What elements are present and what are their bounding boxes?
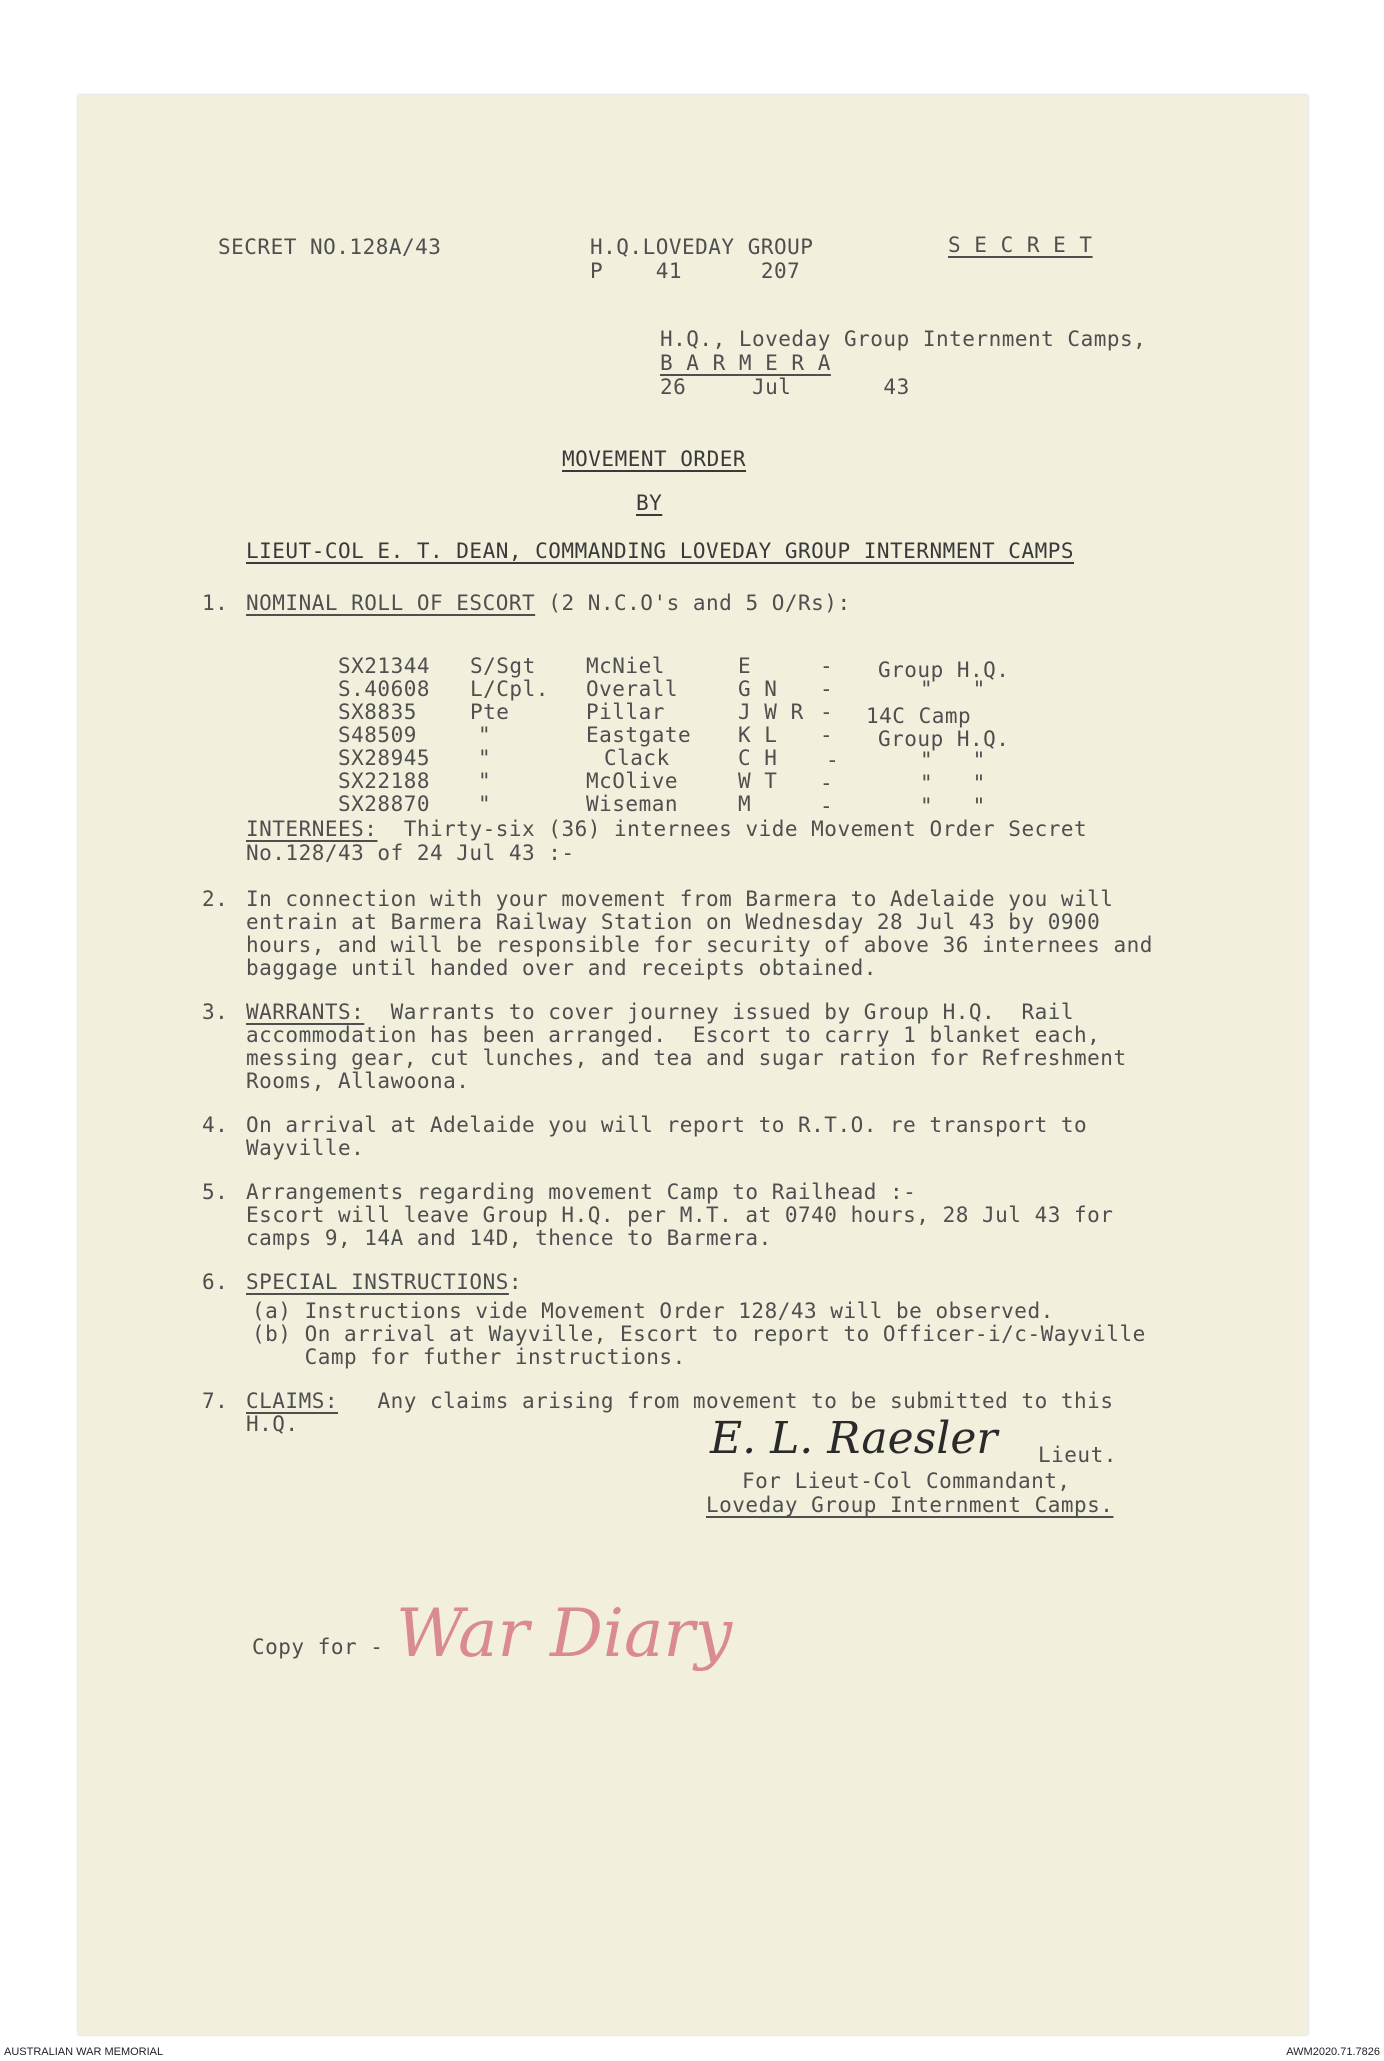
escort-number: S48509 [338, 723, 417, 747]
escort-name: Wiseman [586, 792, 679, 816]
escort-rank: " [478, 746, 492, 770]
warrants-label: WARRANTS: [246, 1000, 365, 1024]
escort-dash: - [826, 748, 840, 772]
escort-unit: " " [920, 794, 986, 818]
title-by: BY [636, 491, 663, 515]
signature: E. L. Raesler [710, 1413, 998, 1464]
section-3-line: accommodation has been arranged. Escort to carry 1 blanket each, [246, 1023, 1101, 1047]
escort-dash: - [820, 654, 834, 678]
section-3-line: Rooms, Allawoona. [246, 1069, 470, 1093]
section-6-line: (a) Instructions vide Movement Order 128/43 will be observed. [252, 1299, 1054, 1323]
escort-name: McNiel [586, 654, 665, 678]
escort-unit: Group H.Q. [878, 727, 1010, 751]
internees-line-2: No.128/43 of 24 Jul 43 :- [246, 841, 575, 865]
section-5-line: Escort will leave Group H.Q. per M.T. at 0740 hours, 28 Jul 43 for [246, 1203, 1114, 1227]
address-line-1: H.Q., Loveday Group Internment Camps, [660, 327, 1147, 351]
section-7-second-line: H.Q. [246, 1412, 299, 1436]
escort-initials: W T [738, 769, 778, 793]
section-2-line: entrain at Barmera Railway Station on Wednesday 28 Jul 43 by 0900 [246, 910, 1101, 934]
escort-initials: M [738, 792, 752, 816]
warrants-text: Warrants to cover journey issued by Group H.Q. Rail [364, 1000, 1075, 1024]
escort-rank: " [478, 769, 492, 793]
section-6-line: Camp for futher instructions. [252, 1345, 686, 1369]
escort-unit: " " [920, 771, 986, 795]
escort-unit: " " [920, 677, 986, 701]
escort-dash: - [820, 771, 834, 795]
escort-dash: - [820, 700, 834, 724]
secret-reference: SECRET NO.128A/43 [218, 235, 442, 259]
section-6-number: 6. [202, 1270, 229, 1294]
classification-secret: S E C R E T [948, 233, 1093, 257]
escort-rank: Pte [470, 700, 510, 724]
escort-initials: E [738, 654, 752, 678]
section-4-number: 4. [202, 1113, 229, 1137]
escort-number: SX22188 [338, 769, 431, 793]
internees-text: Thirty-six (36) internees vide Movement Order Secret [377, 817, 1088, 841]
escort-unit: " " [920, 748, 986, 772]
escort-initials: J W R [738, 700, 804, 724]
section-5-number: 5. [202, 1180, 229, 1204]
escort-unit: 14C Camp [866, 704, 972, 728]
internees-line-1 [246, 817, 1087, 841]
escort-name: Clack [604, 746, 670, 770]
escort-initials: K L [738, 723, 778, 747]
section-3-line: messing gear, cut lunches, and tea and sugar ration for Refreshment [246, 1046, 1127, 1070]
escort-number: S.40608 [338, 677, 431, 701]
document-title: MOVEMENT ORDER [562, 447, 747, 471]
escort-number: SX28870 [338, 792, 431, 816]
escort-name: Eastgate [586, 723, 692, 747]
signature-rank: Lieut. [1038, 1443, 1117, 1467]
section-7-first-line [246, 1389, 1113, 1413]
escort-dash: - [820, 794, 834, 818]
escort-rank: " [478, 792, 492, 816]
escort-name: McOlive [586, 769, 679, 793]
section-7-number: 7. [202, 1389, 229, 1413]
section-6-heading [246, 1270, 522, 1294]
section-4-line: Wayville. [246, 1136, 365, 1160]
escort-rank: S/Sgt [470, 654, 536, 678]
escort-number: SX8835 [338, 700, 417, 724]
escort-rank: " [478, 723, 492, 747]
section-2-number: 2. [202, 887, 229, 911]
escort-unit: Group H.Q. [878, 658, 1010, 682]
section-5-line: Arrangements regarding movement Camp to Railhead :- [246, 1180, 917, 1204]
escort-dash: - [820, 677, 834, 701]
escort-name: Overall [586, 677, 679, 701]
escort-initials: G N [738, 677, 778, 701]
escort-name: Pillar [586, 700, 665, 724]
signature-unit-line: Loveday Group Internment Camps. [706, 1493, 1114, 1517]
section-3-number: 3. [202, 1000, 229, 1024]
section-2-line: In connection with your movement from Barmera to Adelaide you will [246, 887, 1114, 911]
copy-for-label: Copy for - [252, 1635, 384, 1659]
escort-number: SX21344 [338, 654, 431, 678]
signature-for-line: For Lieut-Col Commandant, [742, 1469, 1071, 1493]
claims-text: Any claims arising from movement to be submitted to this [338, 1389, 1114, 1413]
special-instructions-label: SPECIAL INSTRUCTIONS [246, 1270, 509, 1294]
address-date: 26 Jul 43 [660, 375, 910, 399]
document-page [78, 95, 1308, 2035]
section-3-first-line [246, 1000, 1074, 1024]
footer-archive-name: AUSTRALIAN WAR MEMORIAL [4, 2046, 164, 2058]
copy-handwritten: War Diary [396, 1595, 733, 1672]
group-line-1: H.Q.LOVEDAY GROUP [590, 235, 814, 259]
internees-label: INTERNEES: [246, 817, 378, 841]
section-2-line: baggage until handed over and receipts obtained. [246, 956, 877, 980]
section-6-line: (b) On arrival at Wayville, Escort to report to Officer-i/c-Wayville [252, 1322, 1146, 1346]
escort-initials: C H [738, 746, 778, 770]
section-4-line: On arrival at Adelaide you will report to R.T.O. re transport to [246, 1113, 1088, 1137]
escort-dash: - [820, 723, 834, 747]
claims-label: CLAIMS: [246, 1389, 339, 1413]
escort-number: SX28945 [338, 746, 431, 770]
group-line-2: P 41 207 [590, 259, 801, 283]
title-commanding: LIEUT-COL E. T. DEAN, COMMANDING LOVEDAY GROUP INTERNMENT CAMPS [246, 539, 1075, 563]
escort-rank: L/Cpl. [470, 677, 549, 701]
section-1-heading [246, 591, 851, 615]
section-2-line: hours, and will be responsible for security of above 36 internees and [246, 933, 1153, 957]
section-1-heading-rest: (2 N.C.O's and 5 O/Rs): [535, 591, 851, 615]
address-line-2: B A R M E R A [660, 351, 831, 375]
special-instructions-colon: : [508, 1270, 523, 1294]
section-1-number: 1. [202, 591, 229, 615]
section-5-line: camps 9, 14A and 14D, thence to Barmera. [246, 1226, 772, 1250]
footer-accession-number: AWM2020.71.7826 [1286, 2046, 1380, 2058]
section-1-heading-label: NOMINAL ROLL OF ESCORT [246, 591, 536, 615]
